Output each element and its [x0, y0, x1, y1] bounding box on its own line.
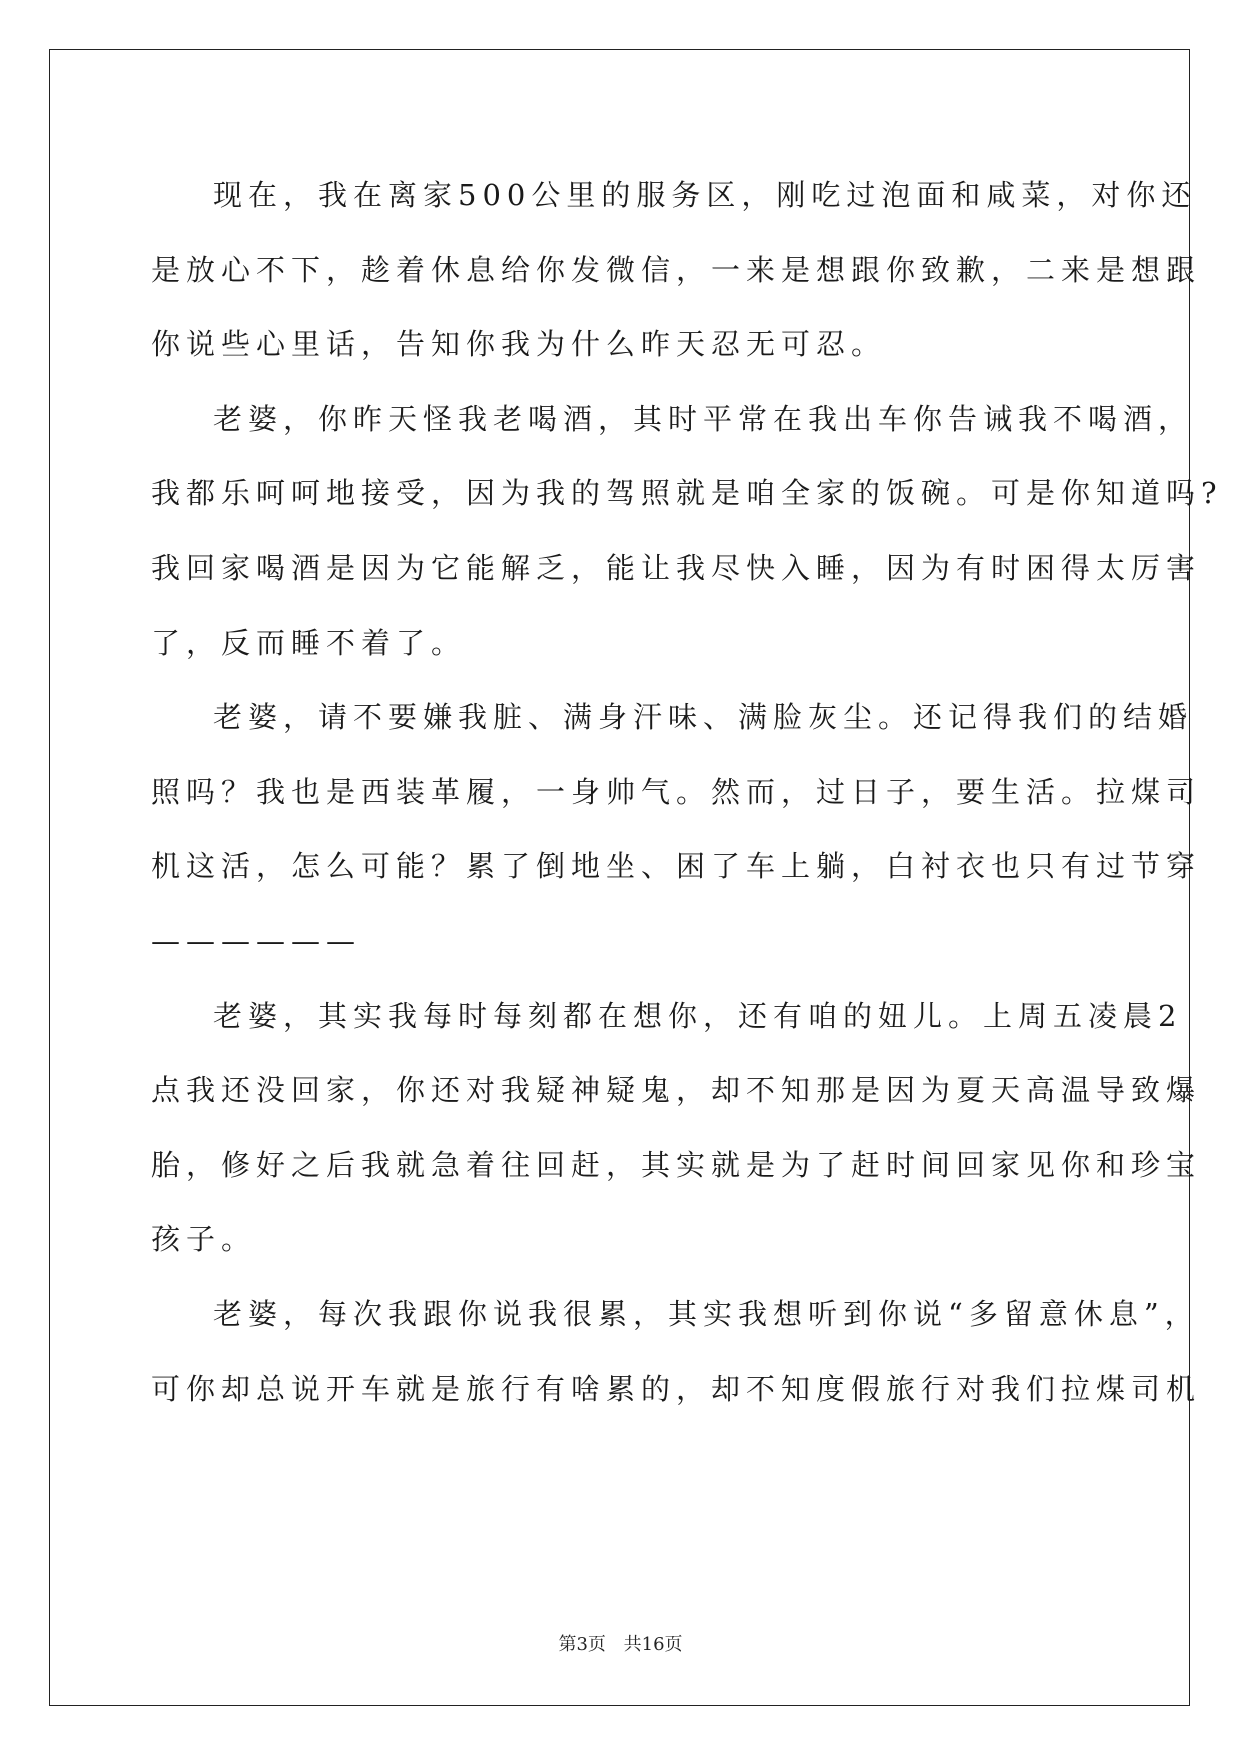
text-line: —————— [151, 923, 361, 958]
text-line: 现在，我在离家500公里的服务区，刚吃过泡面和咸菜，对你还 [213, 178, 1197, 212]
text-line: 点我还没回家，你还对我疑神疑鬼，却不知那是因为夏天高温导致爆 [151, 1073, 1202, 1108]
text-line: 我回家喝酒是因为它能解乏，能让我尽快入睡，因为有时困得太厉害 [151, 550, 1202, 585]
text-line: 老婆，请不要嫌我脏、满身汗味、满脸灰尘。还记得我们的结婚 [213, 700, 1194, 735]
text-line: 照吗？我也是西装革履，一身帅气。然而，过日子，要生活。拉煤司 [151, 774, 1202, 809]
page-number-total: 共16页 [623, 1634, 683, 1655]
text-line: 老婆，你昨天怪我老喝酒，其时平常在我出车你告诫我不喝酒， [213, 401, 1194, 436]
text-line: 你说些心里话，告知你我为什么昨天忍无可忍。 [151, 327, 887, 362]
text-line: 老婆，其实我每时每刻都在想你，还有咱的妞儿。上周五凌晨2 [213, 998, 1183, 1033]
text-line: 胎，修好之后我就急着往回赶，其实就是为了赶时间回家见你和珍宝 [151, 1147, 1202, 1182]
document-body [151, 158, 1223, 1426]
page-number-current: 第3页 [558, 1634, 606, 1655]
text-line: 机这活，怎么可能？累了倒地坐、困了车上躺，白衬衣也只有过节穿 [151, 849, 1202, 884]
text-line: 了，反而睡不着了。 [151, 625, 467, 660]
text-line: 孩子。 [151, 1222, 257, 1257]
text-line: 可你却总说开车就是旅行有啥累的，却不知度假旅行对我们拉煤司机 [151, 1371, 1202, 1406]
text-line: 我都乐呵呵地接受，因为我的驾照就是咱全家的饭碗。可是你知道吗? [151, 476, 1223, 511]
text-line: 老婆，每次我跟你说我很累，其实我想听到你说“多留意休息”， [213, 1296, 1200, 1331]
page-footer [0, 1630, 1241, 1656]
text-line: 是放心不下，趁着休息给你发微信，一来是想跟你致歉，二来是想跟 [151, 252, 1202, 287]
